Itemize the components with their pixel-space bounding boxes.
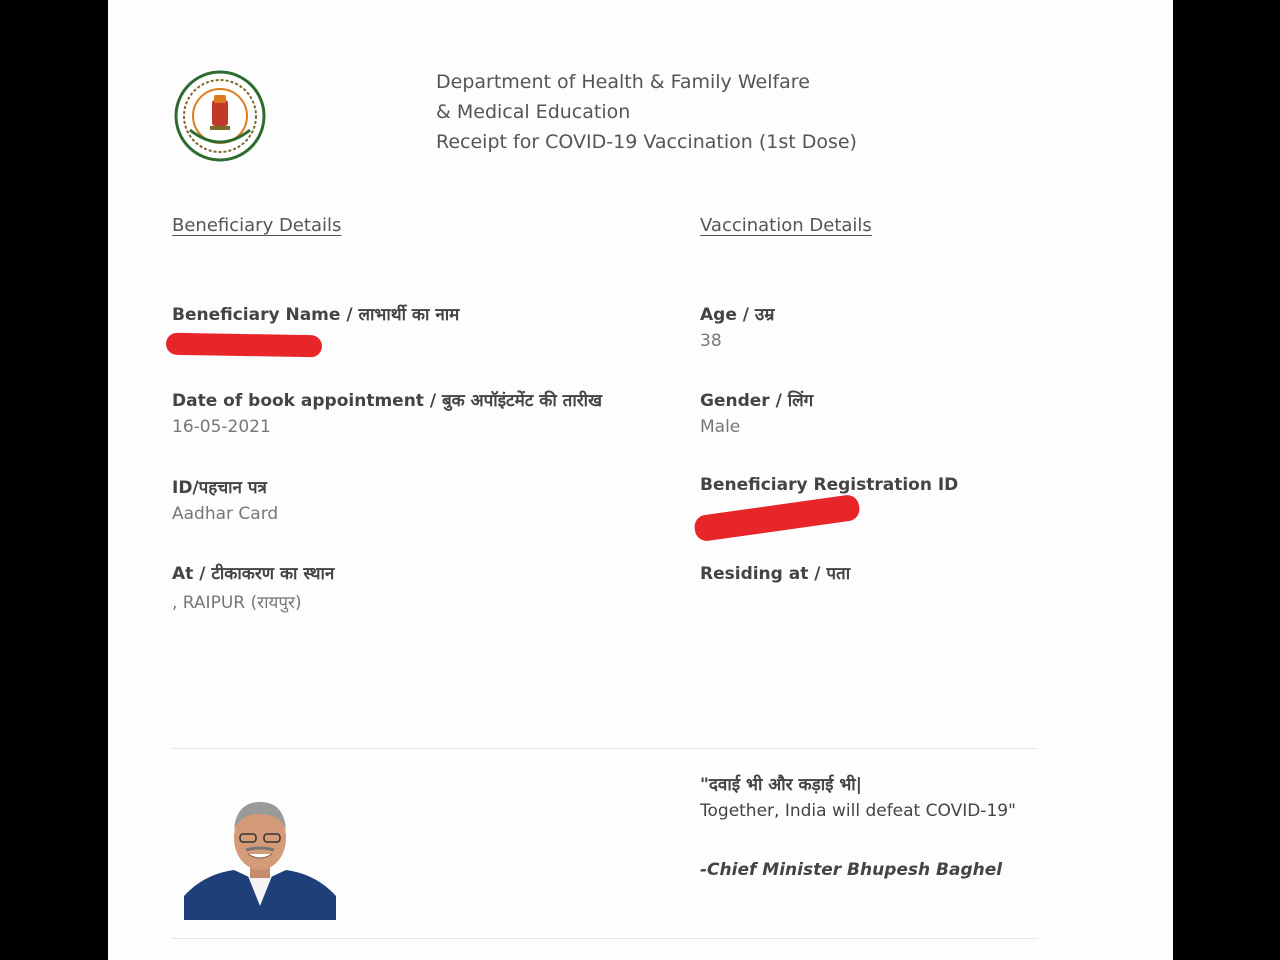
quote-attribution: -Chief Minister Bhupesh Baghel xyxy=(700,860,1003,880)
registration-id-label: Beneficiary Registration ID xyxy=(700,475,959,495)
appointment-date-label: Date of book appointment / बुक अपॉइंटमेंट की तारीख xyxy=(172,391,602,411)
id-type-value: Aadhar Card xyxy=(172,504,279,524)
chief-minister-photo xyxy=(184,786,336,920)
vaccination-site-label: At / टीकाकरण का स्थान xyxy=(172,564,335,584)
id-type-label: ID/पहचान पत्र xyxy=(172,478,267,498)
age-value: 38 xyxy=(700,331,722,351)
gender-label: Gender / लिंग xyxy=(700,391,814,411)
state-emblem-icon xyxy=(174,70,266,162)
residing-at-label: Residing at / पता xyxy=(700,564,851,584)
beneficiary-name-label: Beneficiary Name / लाभार्थी का नाम xyxy=(172,305,460,325)
vaccination-site-value: , RAIPUR (रायपुर) xyxy=(172,593,302,613)
header-education: & Medical Education xyxy=(436,101,631,123)
footer-divider-bottom xyxy=(172,938,1038,939)
header-department: Department of Health & Family Welfare xyxy=(436,71,810,93)
slogan-english: Together, India will defeat COVID-19" xyxy=(700,801,1016,821)
slogan-hindi: "दवाई भी और कड़ाई भी| xyxy=(700,775,862,795)
redacted-name xyxy=(166,333,322,358)
vaccination-details-title: Vaccination Details xyxy=(700,215,872,236)
footer-divider-top xyxy=(172,748,1038,749)
appointment-date-value: 16-05-2021 xyxy=(172,417,271,437)
age-label: Age / उम्र xyxy=(700,305,775,325)
gender-value: Male xyxy=(700,417,741,437)
header-receipt-title: Receipt for COVID-19 Vaccination (1st Dose) xyxy=(436,131,857,153)
beneficiary-details-title: Beneficiary Details xyxy=(172,215,342,236)
